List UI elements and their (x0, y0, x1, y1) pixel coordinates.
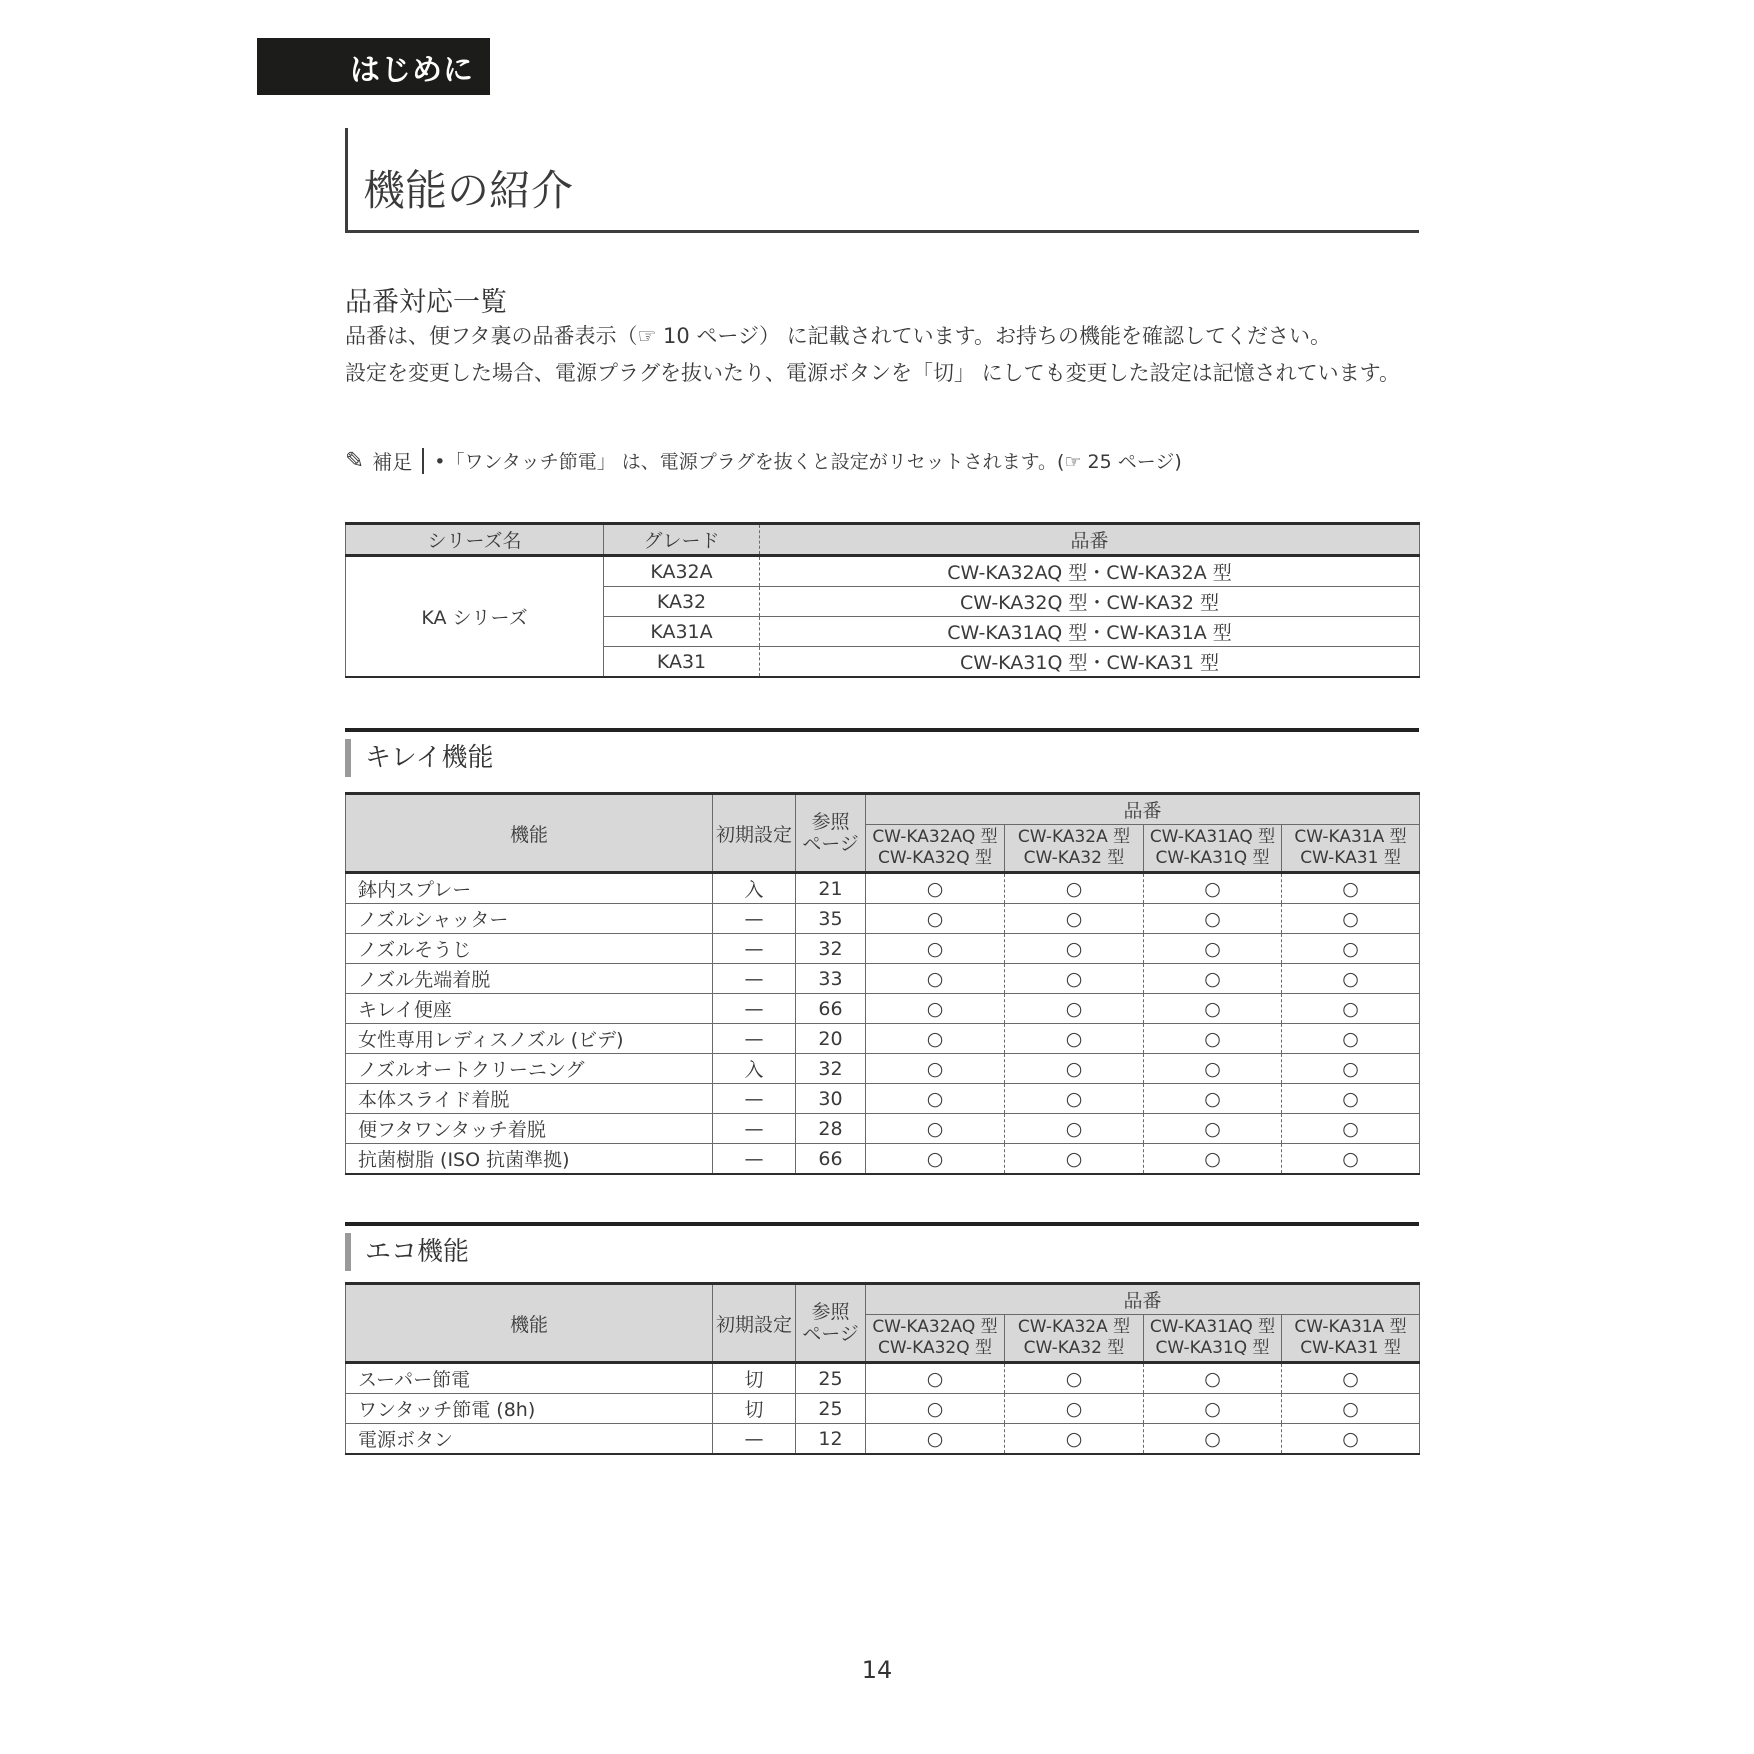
model-name: CW-KA32A 型 (1017, 827, 1131, 847)
default-setting: — (713, 994, 796, 1024)
model-col-header (1282, 1315, 1420, 1363)
section-tab-label: はじめに (350, 52, 474, 88)
table-row (346, 934, 1420, 964)
models-cell: CW-KA31Q 型・CW-KA31 型 (760, 647, 1420, 678)
feature-name: ノズル先端着脱 (346, 964, 713, 994)
ref-page: 20 (796, 1024, 866, 1054)
default-setting: 切 (713, 1394, 796, 1424)
table-row (346, 1084, 1420, 1114)
support-mark: ○ (1282, 1024, 1420, 1054)
feature-name: 女性専用レディスノズル (ビデ) (346, 1024, 713, 1054)
model-name: CW-KA32AQ 型 (872, 1317, 998, 1337)
support-mark: ○ (1144, 1024, 1282, 1054)
support-mark: ○ (1282, 994, 1420, 1024)
feature-name: 本体スライド着脱 (346, 1084, 713, 1114)
hinban-header: 品番 (760, 524, 1420, 556)
ref-page: 32 (796, 934, 866, 964)
model-name: CW-KA31 型 (1300, 1338, 1401, 1358)
support-mark: ○ (1005, 994, 1144, 1024)
feature-name: スーパー節電 (346, 1363, 713, 1394)
model-name: CW-KA31AQ 型 (1149, 827, 1276, 847)
feature-name: 抗菌樹脂 (ISO 抗菌準拠) (346, 1144, 713, 1175)
support-mark: ○ (1005, 904, 1144, 934)
support-mark: ○ (1005, 1054, 1144, 1084)
default-col-header: 初期設定 (713, 794, 796, 873)
default-setting: 切 (713, 1363, 796, 1394)
support-mark: ○ (1005, 1084, 1144, 1114)
eco-section-heading (345, 1222, 1419, 1271)
series-name-header: シリーズ名 (346, 524, 604, 556)
model-name: CW-KA31 型 (1300, 848, 1401, 868)
model-name: CW-KA31AQ 型 (1149, 1317, 1276, 1337)
function-col-header: 機能 (346, 794, 713, 873)
intro-body-line2: 設定を変更した場合、電源プラグを抜いたり、電源ボタンを「切」 にしても変更した設定は記憶されています。 (345, 361, 1400, 385)
model-name: CW-KA32AQ 型 (872, 827, 998, 847)
default-setting: 入 (713, 873, 796, 904)
ref-page: 28 (796, 1114, 866, 1144)
support-mark: ○ (1005, 934, 1144, 964)
default-setting: 入 (713, 1054, 796, 1084)
hinban-group-header: 品番 (866, 1284, 1420, 1315)
support-mark: ○ (866, 964, 1005, 994)
intro-body (345, 318, 1419, 392)
table-row (346, 904, 1420, 934)
support-mark: ○ (1282, 904, 1420, 934)
default-setting: — (713, 934, 796, 964)
support-mark: ○ (1144, 904, 1282, 934)
model-name: CW-KA31Q 型 (1155, 848, 1270, 868)
support-mark: ○ (1144, 873, 1282, 904)
support-mark: ○ (866, 934, 1005, 964)
support-mark: ○ (866, 1144, 1005, 1175)
default-setting: — (713, 1144, 796, 1175)
feature-header-row (346, 1284, 1420, 1315)
support-mark: ○ (1144, 1084, 1282, 1114)
support-mark: ○ (1282, 1144, 1420, 1175)
feature-name: ノズルオートクリーニング (346, 1054, 713, 1084)
models-cell: CW-KA32AQ 型・CW-KA32A 型 (760, 556, 1420, 587)
default-setting: — (713, 1084, 796, 1114)
ref-page: 21 (796, 873, 866, 904)
support-mark: ○ (1005, 1144, 1144, 1175)
series-table-header-row (346, 524, 1420, 556)
table-row (346, 994, 1420, 1024)
refpage-col-header (796, 1284, 866, 1363)
note-text: •「ワンタッチ節電」 は、電源プラグを抜くと設定がリセットされます。(☞ 25 ページ) (434, 451, 1182, 473)
model-name: CW-KA31Q 型 (1155, 1338, 1270, 1358)
section-tab-badge (257, 38, 490, 95)
title-vertical-rule (345, 128, 348, 232)
support-mark: ○ (1282, 1394, 1420, 1424)
support-mark: ○ (1144, 1363, 1282, 1394)
support-mark: ○ (1144, 1144, 1282, 1175)
model-name: CW-KA32 型 (1023, 848, 1125, 868)
ref-page: 32 (796, 1054, 866, 1084)
support-mark: ○ (1144, 1114, 1282, 1144)
default-setting: — (713, 964, 796, 994)
refpage-col-header (796, 794, 866, 873)
support-mark: ○ (866, 1054, 1005, 1084)
ref-page: 30 (796, 1084, 866, 1114)
series-name-cell: KA シリーズ (421, 607, 528, 629)
model-name: CW-KA32Q 型 (877, 848, 993, 868)
model-col-header (1144, 1315, 1282, 1363)
table-row (346, 1054, 1420, 1084)
support-mark: ○ (1282, 1084, 1420, 1114)
grade-cell: KA31A (604, 617, 760, 647)
support-mark: ○ (866, 1363, 1005, 1394)
kirei-feature-table (345, 792, 1420, 1175)
feature-header-row (346, 794, 1420, 825)
support-mark: ○ (1144, 1424, 1282, 1455)
supplement-note (345, 446, 1182, 475)
model-name: CW-KA31A 型 (1294, 1317, 1407, 1337)
support-mark: ○ (1005, 1394, 1144, 1424)
support-mark: ○ (1144, 934, 1282, 964)
intro-body-line1: 品番は、便フタ裏の品番表示（☞ 10 ページ） に記載されています。お持ちの機能を確認してください。 (345, 324, 1331, 348)
support-mark: ○ (1144, 994, 1282, 1024)
function-col-header: 機能 (346, 1284, 713, 1363)
support-mark: ○ (866, 994, 1005, 1024)
support-mark: ○ (1282, 1424, 1420, 1455)
models-cell: CW-KA32Q 型・CW-KA32 型 (760, 587, 1420, 617)
refpage-line2: ページ (802, 833, 859, 855)
table-row (346, 1024, 1420, 1054)
ref-page: 66 (796, 1144, 866, 1175)
feature-name: ワンタッチ節電 (8h) (346, 1394, 713, 1424)
support-mark: ○ (1005, 1114, 1144, 1144)
support-mark: ○ (1144, 1394, 1282, 1424)
support-mark: ○ (1282, 873, 1420, 904)
table-row (346, 964, 1420, 994)
support-mark: ○ (866, 1084, 1005, 1114)
ref-page: 35 (796, 904, 866, 934)
model-col-header (1005, 825, 1144, 873)
model-col-header (866, 825, 1005, 873)
support-mark: ○ (1144, 964, 1282, 994)
note-divider (422, 448, 424, 474)
support-mark: ○ (1005, 1024, 1144, 1054)
feature-name: 電源ボタン (346, 1424, 713, 1455)
grade-header: グレード (604, 524, 760, 556)
ref-page: 25 (796, 1394, 866, 1424)
table-row (346, 1394, 1420, 1424)
support-mark: ○ (866, 873, 1005, 904)
table-row (346, 1424, 1420, 1455)
refpage-line1: 参照 (811, 1301, 850, 1323)
support-mark: ○ (1005, 964, 1144, 994)
support-mark: ○ (1005, 1363, 1144, 1394)
support-mark: ○ (1282, 964, 1420, 994)
note-label: 補足 (372, 450, 413, 474)
model-col-header (1144, 825, 1282, 873)
table-row (346, 556, 1420, 587)
ref-page: 66 (796, 994, 866, 1024)
refpage-line1: 参照 (811, 811, 850, 833)
grade-cell: KA32 (604, 587, 760, 617)
model-col-header (1005, 1315, 1144, 1363)
page-title: 機能の紹介 (363, 166, 574, 215)
model-name: CW-KA31A 型 (1294, 827, 1407, 847)
eco-feature-table (345, 1282, 1420, 1455)
default-setting: — (713, 904, 796, 934)
default-col-header: 初期設定 (713, 1284, 796, 1363)
feature-name: 鉢内スプレー (346, 873, 713, 904)
support-mark: ○ (1282, 1363, 1420, 1394)
feature-name: ノズルそうじ (346, 934, 713, 964)
table-row (346, 1144, 1420, 1175)
model-name: CW-KA32Q 型 (877, 1338, 993, 1358)
feature-name: 便フタワンタッチ着脱 (346, 1114, 713, 1144)
feature-name: キレイ便座 (346, 994, 713, 1024)
support-mark: ○ (866, 1024, 1005, 1054)
model-col-header (1282, 825, 1420, 873)
default-setting: — (713, 1024, 796, 1054)
support-mark: ○ (866, 1394, 1005, 1424)
support-mark: ○ (866, 904, 1005, 934)
grade-cell: KA32A (604, 556, 760, 587)
grade-cell: KA31 (604, 647, 760, 678)
hinban-group-header: 品番 (866, 794, 1420, 825)
support-mark: ○ (1144, 1054, 1282, 1084)
support-mark: ○ (1282, 1054, 1420, 1084)
intro-heading: 品番対応一覧 (345, 287, 507, 318)
support-mark: ○ (866, 1424, 1005, 1455)
pencil-icon: ✎ (345, 447, 365, 474)
models-cell: CW-KA31AQ 型・CW-KA31A 型 (760, 617, 1420, 647)
kirei-section-heading (345, 728, 1419, 777)
support-mark: ○ (1005, 1424, 1144, 1455)
default-setting: — (713, 1424, 796, 1455)
table-row (346, 873, 1420, 904)
model-name: CW-KA32A 型 (1017, 1317, 1131, 1337)
table-row (346, 1114, 1420, 1144)
support-mark: ○ (1282, 934, 1420, 964)
model-col-header (866, 1315, 1005, 1363)
eco-heading-text: エコ機能 (345, 1233, 1419, 1271)
support-mark: ○ (1282, 1114, 1420, 1144)
ref-page: 33 (796, 964, 866, 994)
support-mark: ○ (1005, 873, 1144, 904)
ref-page: 25 (796, 1363, 866, 1394)
page-number: 14 (861, 1656, 893, 1684)
refpage-line2: ページ (802, 1323, 859, 1345)
default-setting: — (713, 1114, 796, 1144)
kirei-heading-text: キレイ機能 (345, 739, 1419, 777)
support-mark: ○ (866, 1114, 1005, 1144)
feature-name: ノズルシャッター (346, 904, 713, 934)
series-table (345, 522, 1420, 678)
ref-page: 12 (796, 1424, 866, 1455)
table-row (346, 1363, 1420, 1394)
title-underline (345, 230, 1419, 233)
model-name: CW-KA32 型 (1023, 1338, 1125, 1358)
